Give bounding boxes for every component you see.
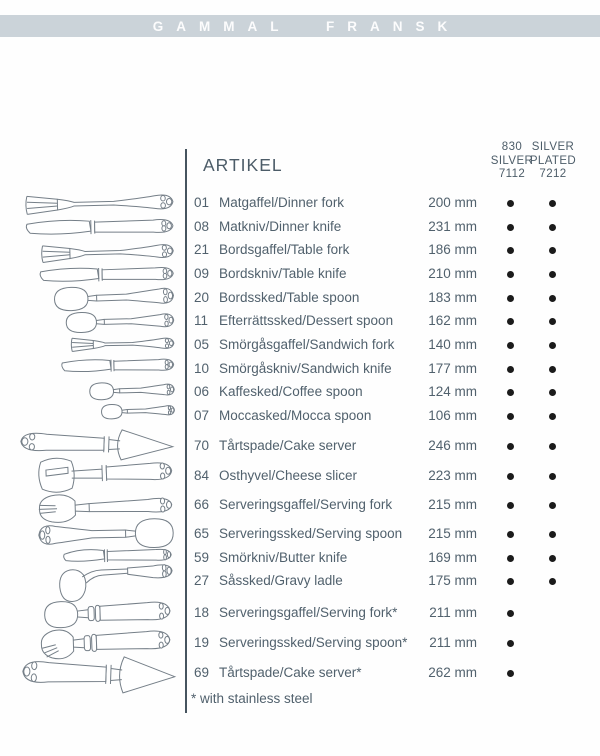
article-size: 231 mm <box>428 219 477 234</box>
dot-830-silver <box>507 473 514 480</box>
table-row <box>185 361 600 380</box>
dot-830-silver <box>507 413 514 420</box>
table-row <box>185 573 600 592</box>
article-number: 05 <box>194 337 210 352</box>
table-row <box>185 665 600 684</box>
column-header-line: SILVER <box>490 154 534 167</box>
dot-silver-plated <box>549 200 556 207</box>
dot-830-silver <box>507 247 514 254</box>
column-header-line: 830 <box>501 141 523 153</box>
table-row <box>185 290 600 309</box>
article-number: 07 <box>194 408 210 423</box>
article-name: Smörgåsgaffel/Sandwich fork <box>219 337 395 352</box>
dot-silver-plated <box>549 473 556 480</box>
footnote: * with stainless steel <box>191 691 313 706</box>
article-name: Serveringsgaffel/Serving fork <box>219 497 393 512</box>
article-size: 210 mm <box>428 266 477 281</box>
article-size: 211 mm <box>429 635 477 650</box>
table-row <box>185 526 600 545</box>
dot-830-silver <box>507 200 514 207</box>
table-row <box>185 266 600 285</box>
dot-830-silver <box>507 295 514 302</box>
article-size: 262 mm <box>428 665 477 680</box>
article-name: Serveringssked/Serving spoon* <box>219 635 408 650</box>
dot-silver-plated <box>549 555 556 562</box>
dot-830-silver <box>507 389 514 396</box>
article-number: 19 <box>194 635 210 650</box>
article-number: 01 <box>194 195 210 210</box>
dot-830-silver <box>507 670 514 677</box>
article-name: Osthyvel/Cheese slicer <box>219 468 358 483</box>
article-name: Smörgåskniv/Sandwich knife <box>219 361 392 376</box>
table-row <box>185 195 600 214</box>
column-header-line: PLATED <box>529 154 577 167</box>
table-row <box>185 219 600 238</box>
illustration-coffee-spoon <box>88 379 177 402</box>
article-size: 186 mm <box>428 242 477 257</box>
dot-silver-plated <box>549 295 556 302</box>
table-row <box>185 605 600 624</box>
illustration-dessert-spoon <box>64 308 177 336</box>
column-header-line: 7212 <box>539 168 567 180</box>
article-name: Matkniv/Dinner knife <box>219 219 342 234</box>
illustration-cake-server-large <box>17 647 179 701</box>
series-title-bar <box>0 15 600 37</box>
table-row <box>185 550 600 569</box>
table-row <box>185 313 600 332</box>
article-number: 11 <box>194 313 209 328</box>
column-header-line: 7112 <box>498 168 526 180</box>
article-number: 20 <box>194 290 210 305</box>
article-number: 27 <box>194 573 210 588</box>
dot-830-silver <box>507 502 514 509</box>
dot-830-silver <box>507 578 514 585</box>
dot-silver-plated <box>549 531 556 538</box>
dot-silver-plated <box>549 342 556 349</box>
article-size: 162 mm <box>428 313 477 328</box>
article-size: 177 mm <box>428 361 477 376</box>
dot-silver-plated <box>549 247 556 254</box>
article-number: 08 <box>194 219 210 234</box>
illustration-dinner-knife <box>24 215 176 240</box>
dot-830-silver <box>507 271 514 278</box>
dot-silver-plated <box>549 224 556 231</box>
article-name: Serveringssked/Serving spoon <box>219 526 403 541</box>
dot-silver-plated <box>549 389 556 396</box>
article-name: Bordssked/Table spoon <box>219 290 360 305</box>
article-number: 66 <box>194 497 210 512</box>
dot-830-silver <box>507 443 514 450</box>
table-row <box>185 497 600 516</box>
column-header-line: SILVER <box>531 141 575 153</box>
article-size: 223 mm <box>428 468 477 483</box>
illustration-sandwich-knife <box>60 355 176 376</box>
dot-830-silver <box>507 640 514 647</box>
dot-830-silver <box>507 610 514 617</box>
article-size: 169 mm <box>428 550 477 565</box>
table-row <box>185 242 600 261</box>
article-number: 70 <box>194 438 210 453</box>
illustration-sandwich-fork <box>70 333 176 355</box>
dot-830-silver <box>507 366 514 373</box>
article-name: Bordsgaffel/Table fork <box>219 242 350 257</box>
article-number: 10 <box>194 361 210 376</box>
article-size: 124 mm <box>428 384 477 399</box>
article-name: Matgaffel/Dinner fork <box>219 195 345 210</box>
dot-silver-plated <box>549 578 556 585</box>
illustration-mocca-spoon <box>100 401 176 421</box>
article-size: 211 mm <box>429 605 477 620</box>
article-number: 21 <box>194 242 210 257</box>
table-row <box>185 635 600 654</box>
dot-830-silver <box>507 318 514 325</box>
table-row <box>185 408 600 427</box>
dot-830-silver <box>507 342 514 349</box>
article-size: 106 mm <box>428 408 477 423</box>
dot-silver-plated <box>549 366 556 373</box>
article-name: Serveringsgaffel/Serving fork* <box>219 605 398 620</box>
dot-830-silver <box>507 531 514 538</box>
article-name: Efterrättssked/Dessert spoon <box>219 313 394 328</box>
article-number: 69 <box>194 665 210 680</box>
article-name: Kaffesked/Coffee spoon <box>219 384 363 399</box>
article-name: Såssked/Gravy ladle <box>219 573 343 588</box>
article-size: 175 mm <box>428 573 477 588</box>
article-size: 215 mm <box>428 526 477 541</box>
dot-silver-plated <box>549 318 556 325</box>
article-size: 140 mm <box>428 337 477 352</box>
article-name: Bordskniv/Table knife <box>219 266 347 281</box>
article-number: 59 <box>194 550 210 565</box>
article-number: 09 <box>194 266 210 281</box>
table-row <box>185 384 600 403</box>
article-number: 06 <box>194 384 210 399</box>
table-row <box>185 337 600 356</box>
table-row <box>185 468 600 487</box>
dot-830-silver <box>507 555 514 562</box>
article-size: 183 mm <box>428 290 477 305</box>
dot-silver-plated <box>549 443 556 450</box>
column-header-silver-plated <box>521 141 585 182</box>
article-name: Tårtspade/Cake server <box>219 438 357 453</box>
dot-silver-plated <box>549 271 556 278</box>
article-size: 246 mm <box>428 438 477 453</box>
article-size: 215 mm <box>428 497 477 512</box>
dot-silver-plated <box>549 502 556 509</box>
article-number: 65 <box>194 526 210 541</box>
article-number: 84 <box>194 468 210 483</box>
series-title: GAMMAL FRANSK <box>152 18 461 34</box>
article-size: 200 mm <box>428 195 477 210</box>
table-row <box>185 438 600 457</box>
article-number: 18 <box>194 605 210 620</box>
article-name: Moccasked/Mocca spoon <box>219 408 372 423</box>
artikel-header: ARTIKEL <box>203 155 283 175</box>
article-name: Tårtspade/Cake server* <box>219 665 362 680</box>
article-name: Smörkniv/Butter knife <box>219 550 348 565</box>
dot-830-silver <box>507 224 514 231</box>
dot-silver-plated <box>549 413 556 420</box>
